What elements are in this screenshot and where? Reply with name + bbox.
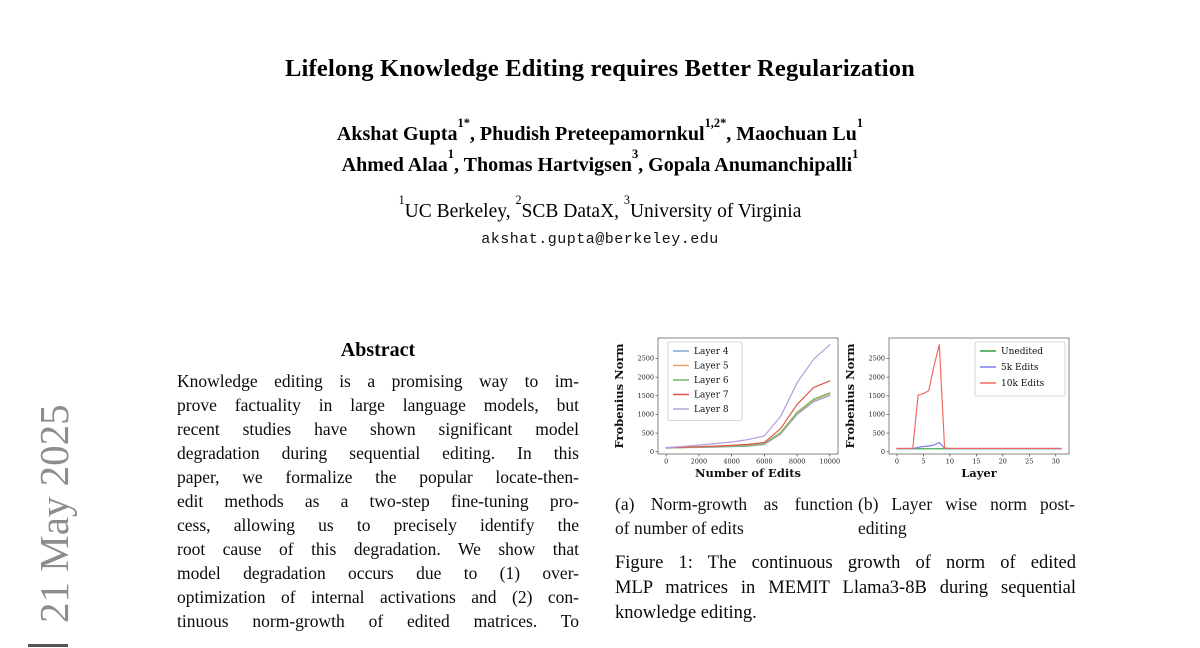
author-name: Phudish Preteepamornkul — [479, 123, 705, 145]
y-tick-label: 1000 — [868, 410, 885, 419]
x-tick-label: 30 — [1051, 457, 1060, 466]
abstract-line: recent studies have shown significant model — [177, 419, 579, 439]
x-tick-label: 5 — [921, 457, 926, 466]
legend — [668, 342, 742, 421]
legend-label: Layer 5 — [694, 361, 729, 372]
y-tick-label: 2500 — [868, 354, 885, 363]
author-superscript: 1 — [852, 146, 859, 161]
y-axis-label: Frobenius Norm — [612, 343, 626, 449]
figure-caption — [615, 551, 1076, 626]
subcaption-a-line: of number of edits — [615, 518, 744, 538]
x-tick-label: 15 — [972, 457, 981, 466]
legend-label: Layer 4 — [694, 347, 729, 357]
separator: , — [614, 201, 624, 222]
figure-caption-line: knowledge editing. — [615, 603, 757, 623]
legend-label: 5k Edits — [1001, 363, 1039, 373]
author-superscript: 1* — [457, 115, 470, 130]
x-tick-label: 8000 — [788, 457, 806, 466]
legend-label: Layer 6 — [694, 376, 729, 386]
legend-label: 10k Edits — [1001, 379, 1045, 389]
affiliation-name: UC Berkeley — [404, 201, 506, 222]
subcaption-a-line: (a) Norm-growth as function — [615, 494, 853, 514]
x-tick-label: 0 — [894, 457, 900, 466]
x-tick-label: 0 — [664, 457, 669, 466]
author-superscript: 1 — [856, 115, 864, 130]
author-name: Ahmed Alaa — [341, 154, 448, 176]
legend-label: Layer 7 — [694, 390, 729, 401]
affiliation-line — [0, 193, 1200, 223]
abstract-line: optimization of internal activations and (2) con- — [177, 587, 579, 607]
abstract-line: cess, allowing us to precisely identify the — [177, 515, 579, 535]
author-list — [0, 115, 1200, 181]
series-5k-edits — [897, 442, 1061, 448]
legend-label: Layer 8 — [694, 405, 729, 415]
affiliation-name: SCB DataX — [521, 201, 615, 222]
y-tick-label: 0 — [649, 447, 654, 456]
author-name: Akshat Gupta — [336, 123, 458, 145]
y-tick-label: 2000 — [637, 373, 654, 382]
legend — [975, 342, 1065, 396]
author-name: Gopala Anumanchipalli — [648, 154, 853, 176]
y-tick-label: 1500 — [868, 392, 885, 401]
x-tick-label: 6000 — [756, 457, 773, 466]
figure-b-chart — [843, 330, 1075, 482]
figure-caption-line: Figure 1: The continuous growth of norm of edited — [615, 553, 1076, 573]
affiliation-superscript: 2 — [515, 193, 522, 208]
x-tick-label: 10 — [945, 457, 955, 466]
abstract-line: root cause of this degradation. We show that — [177, 539, 579, 559]
abstract-line: degradation during sequential editing. In this — [177, 443, 579, 463]
legend-label: Unedited — [1001, 347, 1044, 357]
author-superscript: 3 — [631, 146, 639, 161]
x-tick-label: 10000 — [819, 457, 841, 466]
author-name: Thomas Hartvigsen — [463, 154, 632, 176]
separator: , — [469, 123, 480, 145]
abstract-line: Knowledge editing is a promising way to im- — [177, 371, 579, 391]
x-axis-label: Layer — [961, 466, 997, 480]
abstract-heading: Abstract — [340, 339, 416, 361]
arxiv-date-banner: 21 May 2025 — [31, 404, 77, 624]
page-edge-artifact — [28, 644, 68, 647]
author-name: Maochuan Lu — [736, 123, 857, 145]
separator: , — [505, 201, 516, 222]
abstract-line: tinuous norm-growth of edited matrices. To — [177, 611, 579, 631]
y-tick-label: 500 — [872, 429, 885, 438]
y-tick-label: 500 — [641, 429, 654, 438]
x-axis-label: Number of Edits — [694, 466, 802, 480]
contact-email: akshat.gupta@berkeley.edu — [481, 231, 719, 248]
subcaption-b — [858, 492, 1075, 540]
abstract-line: prove factuality in large language models, but — [177, 395, 579, 415]
paper-title: Lifelong Knowledge Editing requires Better Regularization — [284, 55, 915, 82]
affiliation-superscript: 1 — [398, 193, 405, 208]
author-line-2 — [0, 146, 1200, 181]
y-tick-label: 1500 — [637, 392, 654, 401]
y-tick-label: 2500 — [637, 354, 654, 363]
x-tick-label: 20 — [998, 457, 1007, 466]
abstract-line: edit methods as a two-step fine-tuning pro- — [177, 491, 579, 511]
author-line-1 — [0, 115, 1200, 150]
subcaption-a — [615, 492, 853, 540]
abstract-line: model degradation occurs due to (1) over- — [177, 563, 579, 583]
affiliation-superscript: 3 — [623, 193, 630, 208]
subcaption-b-line: editing — [858, 518, 907, 538]
x-tick-label: 2000 — [690, 457, 708, 466]
x-tick-label: 25 — [1025, 457, 1034, 466]
y-axis-label: Frobenius Norm — [843, 343, 857, 449]
abstract-line: paper, we formalize the popular locate-then- — [177, 467, 579, 487]
author-superscript: 1,2* — [704, 115, 727, 130]
separator: , — [638, 154, 649, 176]
y-tick-label: 0 — [880, 447, 885, 456]
separator: , — [726, 123, 737, 145]
author-superscript: 1 — [447, 146, 454, 161]
affiliation-name: University of Virginia — [629, 201, 802, 222]
x-tick-label: 4000 — [723, 457, 740, 466]
subcaption-b-line: (b) Layer wise norm post- — [858, 494, 1075, 514]
figure-caption-line: MLP matrices in MEMIT Llama3-8B during sequential — [615, 578, 1076, 598]
figure-a-chart — [612, 330, 844, 482]
y-tick-label: 2000 — [868, 373, 885, 382]
abstract-text — [177, 369, 579, 633]
separator: , — [453, 154, 464, 176]
y-tick-label: 1000 — [637, 410, 654, 419]
